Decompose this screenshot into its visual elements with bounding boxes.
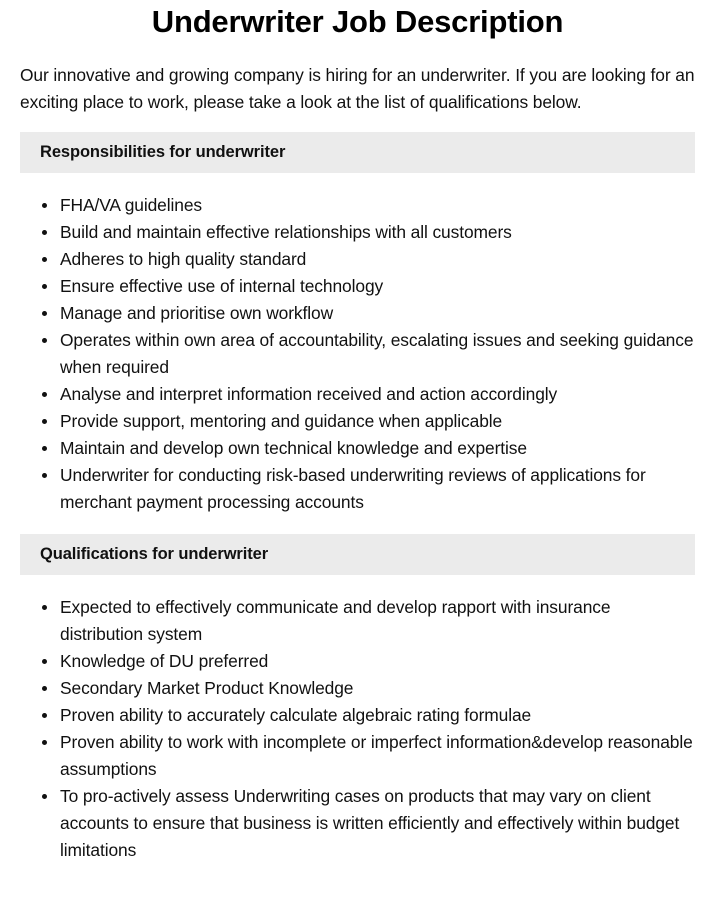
list-item-text: Proven ability to work with incomplete or imperfect information&develop reasonable assumptions xyxy=(60,732,693,779)
list-item-text: Knowledge of DU preferred xyxy=(60,651,269,671)
list-item-text: Proven ability to accurately calculate algebraic rating formulae xyxy=(60,705,532,725)
list-item xyxy=(60,273,695,300)
list-item xyxy=(60,435,695,462)
bullet-icon xyxy=(42,659,47,664)
list-item xyxy=(60,783,695,864)
list-item xyxy=(60,594,695,648)
list-item xyxy=(60,408,695,435)
list-item-text: Manage and prioritise own workflow xyxy=(60,303,334,323)
bullet-icon xyxy=(42,203,47,208)
bullet-icon xyxy=(42,794,47,799)
qualifications-section xyxy=(20,534,695,864)
bullet-icon xyxy=(42,419,47,424)
list-item-text: Underwriter for conducting risk-based underwriting reviews of applications for merchant payment processing accounts xyxy=(60,465,646,512)
list-item xyxy=(60,702,695,729)
page-title: Underwriter Job Description xyxy=(151,4,564,39)
qualifications-list xyxy=(20,594,695,864)
list-item xyxy=(60,381,695,408)
list-item-text: Build and maintain effective relationships with all customers xyxy=(60,222,512,242)
list-item-text: Adheres to high quality standard xyxy=(60,249,307,269)
list-item-text: Ensure effective use of internal technology xyxy=(60,276,384,296)
list-item xyxy=(60,729,695,783)
intro-paragraph: Our innovative and growing company is hiring for an underwriter. If you are looking for an exciting place to work, please take a look at the list of qualifications below. xyxy=(20,65,695,112)
list-item-text: Expected to effectively communicate and develop rapport with insurance distribution system xyxy=(60,597,611,644)
list-item-text: FHA/VA guidelines xyxy=(60,195,203,215)
list-item-text: Maintain and develop own technical knowledge and expertise xyxy=(60,438,527,458)
list-item xyxy=(60,246,695,273)
bullet-icon xyxy=(42,311,47,316)
bullet-icon xyxy=(42,338,47,343)
responsibilities-list xyxy=(20,192,695,516)
bullet-icon xyxy=(42,446,47,451)
list-item xyxy=(60,327,695,381)
bullet-icon xyxy=(42,605,47,610)
bullet-icon xyxy=(42,284,47,289)
responsibilities-heading: Responsibilities for underwriter xyxy=(20,132,695,173)
bullet-icon xyxy=(42,392,47,397)
bullet-icon xyxy=(42,740,47,745)
list-item-text: Operates within own area of accountability, escalating issues and seeking guidance when required xyxy=(60,330,694,377)
list-item-text: Secondary Market Product Knowledge xyxy=(60,678,354,698)
bullet-icon xyxy=(42,230,47,235)
bullet-icon xyxy=(42,473,47,478)
list-item-text: Analyse and interpret information received and action accordingly xyxy=(60,384,558,404)
list-item xyxy=(60,192,695,219)
list-item xyxy=(60,675,695,702)
list-item xyxy=(60,300,695,327)
list-item-text: Provide support, mentoring and guidance when applicable xyxy=(60,411,503,431)
list-item xyxy=(60,648,695,675)
bullet-icon xyxy=(42,686,47,691)
list-item-text: To pro-actively assess Underwriting cases on products that may vary on client accounts to ensure that business is written efficiently and effectively within budget limitations xyxy=(60,786,680,860)
bullet-icon xyxy=(42,257,47,262)
list-item xyxy=(60,462,695,516)
qualifications-heading: Qualifications for underwriter xyxy=(20,534,695,575)
responsibilities-section xyxy=(20,132,695,516)
list-item xyxy=(60,219,695,246)
bullet-icon xyxy=(42,713,47,718)
